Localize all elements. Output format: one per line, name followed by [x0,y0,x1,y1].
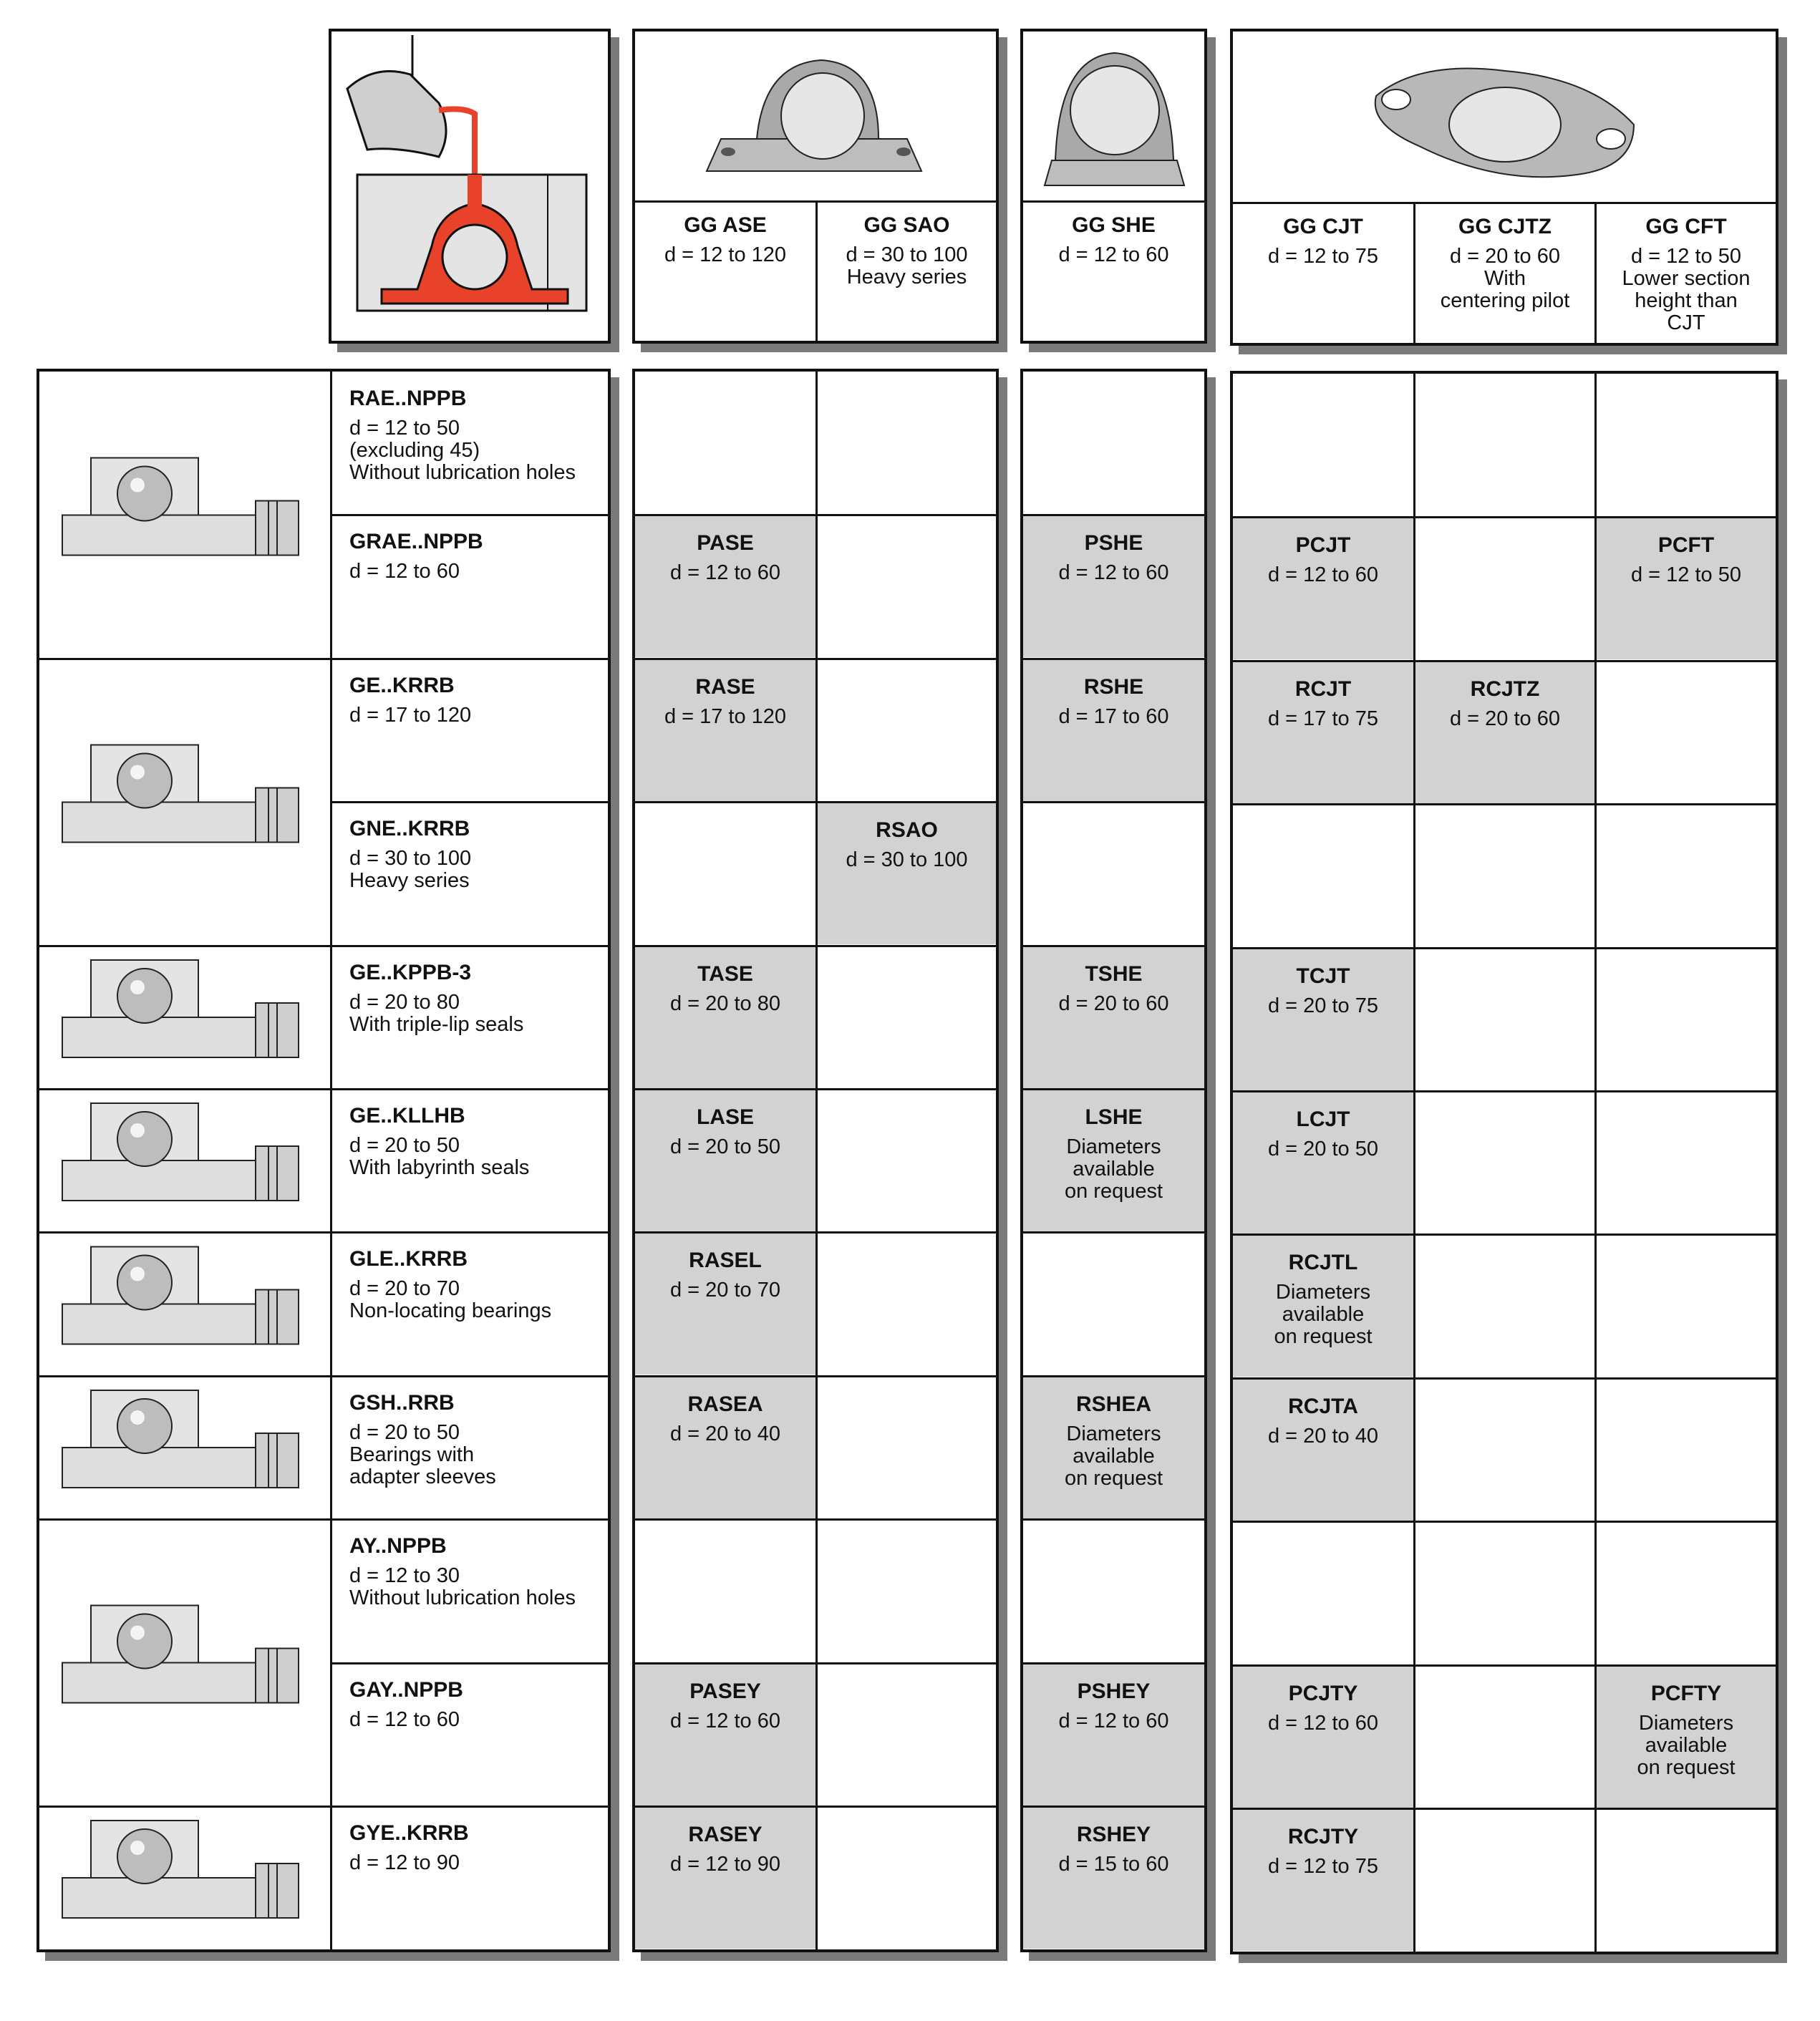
unit-code: PCFTY [1650,1682,1722,1705]
empty-cell [1023,372,1204,515]
she-housing-image [1023,31,1204,200]
header-gg-cjt [1233,204,1413,340]
empty-cell [818,1521,996,1662]
empty-cell [1415,1380,1594,1521]
bearing-cell [332,1232,608,1375]
unit-desc: Diameters available on request [1637,1712,1736,1779]
unit-cell [1023,1808,1204,1949]
unit-code: PCJTY [1288,1682,1358,1705]
unit-code: TASE [697,962,753,986]
header-code: GG CJT [1283,215,1363,238]
bearing-cell [332,1089,608,1232]
header-gg-she [1023,203,1204,339]
empty-cell [1415,1667,1594,1808]
bearing-cell [332,1806,608,1949]
unit-code: RCJTA [1288,1395,1358,1418]
unit-desc: d = 20 to 60 [1058,992,1169,1015]
unit-desc: d = 12 to 60 [1058,1710,1169,1732]
header-desc: d = 12 to 120 [664,243,787,266]
unit-code: PCJT [1295,533,1351,557]
unit-cell [1597,518,1776,659]
unit-cell [1023,660,1204,801]
empty-cell [1023,1234,1204,1375]
unit-cell [635,660,815,801]
unit-code: TSHE [1085,962,1143,986]
empty-cell [1597,805,1776,946]
bearing-cell [332,802,608,945]
header-gg-cft [1597,204,1776,340]
header-gg-cjtz [1415,204,1594,340]
housing-panel-flanged [1230,371,1778,1954]
empty-cell [818,1664,996,1806]
unit-cell [635,516,815,657]
unit-desc: d = 20 to 50 [1268,1138,1378,1160]
header-gg-sao [818,203,996,339]
bearing-cross-section-image [41,946,327,1089]
bearing-desc: d = 17 to 120 [349,704,472,727]
unit-desc: d = 20 to 70 [670,1279,780,1302]
bearing-cross-section-image [41,659,327,946]
empty-cell [818,1090,996,1231]
empty-cell [1415,518,1594,659]
empty-cell [1415,949,1594,1090]
unit-desc: d = 12 to 60 [670,1710,780,1732]
bearing-cell [332,1519,608,1662]
unit-code: RASE [695,675,755,699]
empty-cell [1597,1236,1776,1377]
bearing-code: GSH..RRB [349,1391,455,1415]
unit-desc: d = 12 to 90 [670,1853,780,1876]
unit-cell [1233,1810,1413,1951]
empty-cell [1023,1521,1204,1662]
header-code: GG CFT [1645,215,1727,238]
bearing-cross-section-image [41,1806,327,1949]
empty-cell [818,1808,996,1949]
empty-cell [635,803,815,944]
unit-cell [635,1377,815,1518]
bearing-code: GYE..KRRB [349,1821,469,1845]
empty-cell [1597,662,1776,803]
unit-code: RCJTL [1288,1251,1358,1274]
header-desc: d = 20 to 60 With centering pilot [1440,245,1570,312]
empty-cell [1597,1380,1776,1521]
unit-cell [1233,1667,1413,1808]
bearing-code: AY..NPPB [349,1534,447,1558]
bearing-cross-section-image [41,372,327,659]
unit-desc: Diameters available on request [1274,1281,1373,1348]
bearing-desc: d = 20 to 80 With triple-lip seals [349,991,524,1036]
empty-cell [1415,1236,1594,1377]
unit-desc: d = 20 to 75 [1268,994,1378,1017]
unit-cell [1233,1092,1413,1234]
unit-desc: d = 17 to 60 [1058,705,1169,728]
unit-code: RSAO [876,818,938,842]
empty-cell [1023,803,1204,944]
empty-cell [1597,1092,1776,1234]
bearing-cell [332,659,608,802]
unit-cell [1023,1090,1204,1231]
unit-code: RASEA [687,1392,763,1416]
unit-cell [635,1808,815,1949]
unit-cell [1233,1380,1413,1521]
empty-cell [1415,1810,1594,1951]
empty-cell [1597,1523,1776,1664]
bearing-code: GE..KPPB-3 [349,961,472,984]
bearing-cross-section-image [41,1232,327,1376]
bearing-desc: d = 12 to 60 [349,1708,460,1731]
unit-code: TCJT [1296,964,1350,988]
unit-cell [1233,949,1413,1090]
empty-cell [1597,374,1776,517]
bearing-panel [37,369,611,1952]
bearing-code: GE..KRRB [349,674,455,697]
pillow-block-housing-image [635,31,996,200]
empty-cell [818,516,996,657]
unit-code: RCJTZ [1470,677,1540,701]
empty-cell [818,1377,996,1518]
unit-cell [1233,1236,1413,1377]
unit-code: LASE [696,1105,754,1129]
bearing-code: GRAE..NPPB [349,530,483,553]
unit-code: LCJT [1296,1108,1350,1131]
header-gg-ase [635,203,815,339]
bearing-desc: d = 20 to 50 With labyrinth seals [349,1134,530,1179]
unit-cell [1023,516,1204,657]
housing-header-flanged [1230,29,1778,346]
housing-panel-she [1020,369,1207,1952]
bearing-cell [332,515,608,658]
empty-cell [818,372,996,515]
housing-panel-ase-sao [632,369,999,1952]
unit-code: PSHE [1084,531,1143,555]
unit-desc: d = 12 to 75 [1268,1855,1378,1878]
unit-code: PASE [697,531,754,555]
bearing-desc: d = 12 to 60 [349,560,460,583]
header-code: GG SHE [1072,213,1156,237]
unit-code: RSHEA [1075,1392,1151,1416]
unit-code: PCFT [1657,533,1715,557]
unit-cell [1233,518,1413,659]
housing-header-pillow-block [632,29,999,344]
bearing-desc: d = 12 to 50 (excluding 45) Without lubrication holes [349,417,576,484]
unit-desc: d = 12 to 50 [1631,563,1741,586]
unit-cell [1415,662,1594,803]
bearing-cell [332,372,608,515]
unit-desc: d = 12 to 60 [670,561,780,584]
unit-cell [1233,662,1413,803]
bearing-desc: d = 12 to 30 Without lubrication holes [349,1564,576,1609]
unit-desc: d = 17 to 120 [664,705,787,728]
unit-desc: d = 20 to 40 [670,1423,780,1445]
header-code: GG ASE [684,213,767,237]
bearing-cross-section-image [41,1376,327,1519]
unit-desc: Diameters available on request [1064,1135,1163,1203]
header-desc: d = 12 to 60 [1058,243,1169,266]
empty-cell [818,947,996,1088]
unit-cell [635,1090,815,1231]
unit-code: RASEY [688,1823,763,1846]
unit-code: RCJTY [1287,1825,1359,1848]
empty-cell [1233,805,1413,946]
empty-cell [635,372,815,515]
bearing-cross-section-image [41,1089,327,1232]
unit-desc: d = 12 to 60 [1268,1712,1378,1735]
empty-cell [818,660,996,801]
header-desc: d = 12 to 50 Lower section height than CJT [1622,245,1751,334]
unit-desc: d = 15 to 60 [1058,1853,1169,1876]
unit-code: PASEY [689,1680,761,1703]
unit-cell [1597,1667,1776,1808]
empty-cell [1415,1092,1594,1234]
unit-desc: d = 20 to 80 [670,992,780,1015]
casting-process-illustration [331,31,608,341]
empty-cell [1415,805,1594,946]
empty-cell [1597,1810,1776,1951]
bearing-code: RAE..NPPB [349,387,467,410]
empty-cell [1597,949,1776,1090]
unit-code: RASEL [689,1249,762,1272]
unit-desc: d = 12 to 60 [1058,561,1169,584]
header-desc: d = 30 to 100 Heavy series [846,243,968,289]
unit-code: RCJT [1294,677,1352,701]
bearing-cell [332,1663,608,1806]
bearing-cross-section-image [41,1519,327,1806]
unit-desc: Diameters available on request [1064,1423,1163,1490]
unit-desc: d = 20 to 50 [670,1135,780,1158]
empty-cell [635,1521,815,1662]
casting-illustration-panel [329,29,611,344]
unit-cell [635,947,815,1088]
unit-code: PSHEY [1077,1680,1151,1703]
empty-cell [1233,1523,1413,1664]
unit-code: RSHEY [1076,1823,1151,1846]
unit-cell [1023,1377,1204,1518]
flanged-housing-image [1233,31,1776,202]
unit-desc: d = 17 to 75 [1268,707,1378,730]
bearing-desc: d = 12 to 90 [349,1851,460,1874]
unit-cell [635,1234,815,1375]
unit-desc: d = 12 to 60 [1268,563,1378,586]
housing-header-she [1020,29,1207,344]
header-desc: d = 12 to 75 [1268,245,1378,268]
bearing-desc: d = 20 to 50 Bearings with adapter sleeves [349,1421,496,1488]
bearing-desc: d = 30 to 100 Heavy series [349,847,472,892]
empty-cell [1415,1523,1594,1664]
empty-cell [1233,374,1413,517]
bearing-desc: d = 20 to 70 Non-locating bearings [349,1277,552,1322]
unit-cell [635,1664,815,1806]
unit-desc: d = 30 to 100 [846,848,968,871]
unit-cell [1023,947,1204,1088]
unit-cell [1023,1664,1204,1806]
header-code: GG SAO [863,213,950,237]
unit-desc: d = 20 to 60 [1450,707,1560,730]
unit-cell [818,803,996,944]
header-code: GG CJTZ [1458,215,1552,238]
bearing-code: GAY..NPPB [349,1678,463,1702]
bearing-code: GLE..KRRB [349,1247,468,1271]
unit-desc: d = 20 to 40 [1268,1425,1378,1448]
bearing-code: GE..KLLHB [349,1104,465,1128]
empty-cell [1415,374,1594,517]
bearing-cell [332,946,608,1089]
bearing-code: GNE..KRRB [349,817,470,840]
unit-code: LSHE [1085,1105,1143,1129]
unit-code: RSHE [1083,675,1144,699]
bearing-cell [332,1376,608,1519]
empty-cell [818,1234,996,1375]
